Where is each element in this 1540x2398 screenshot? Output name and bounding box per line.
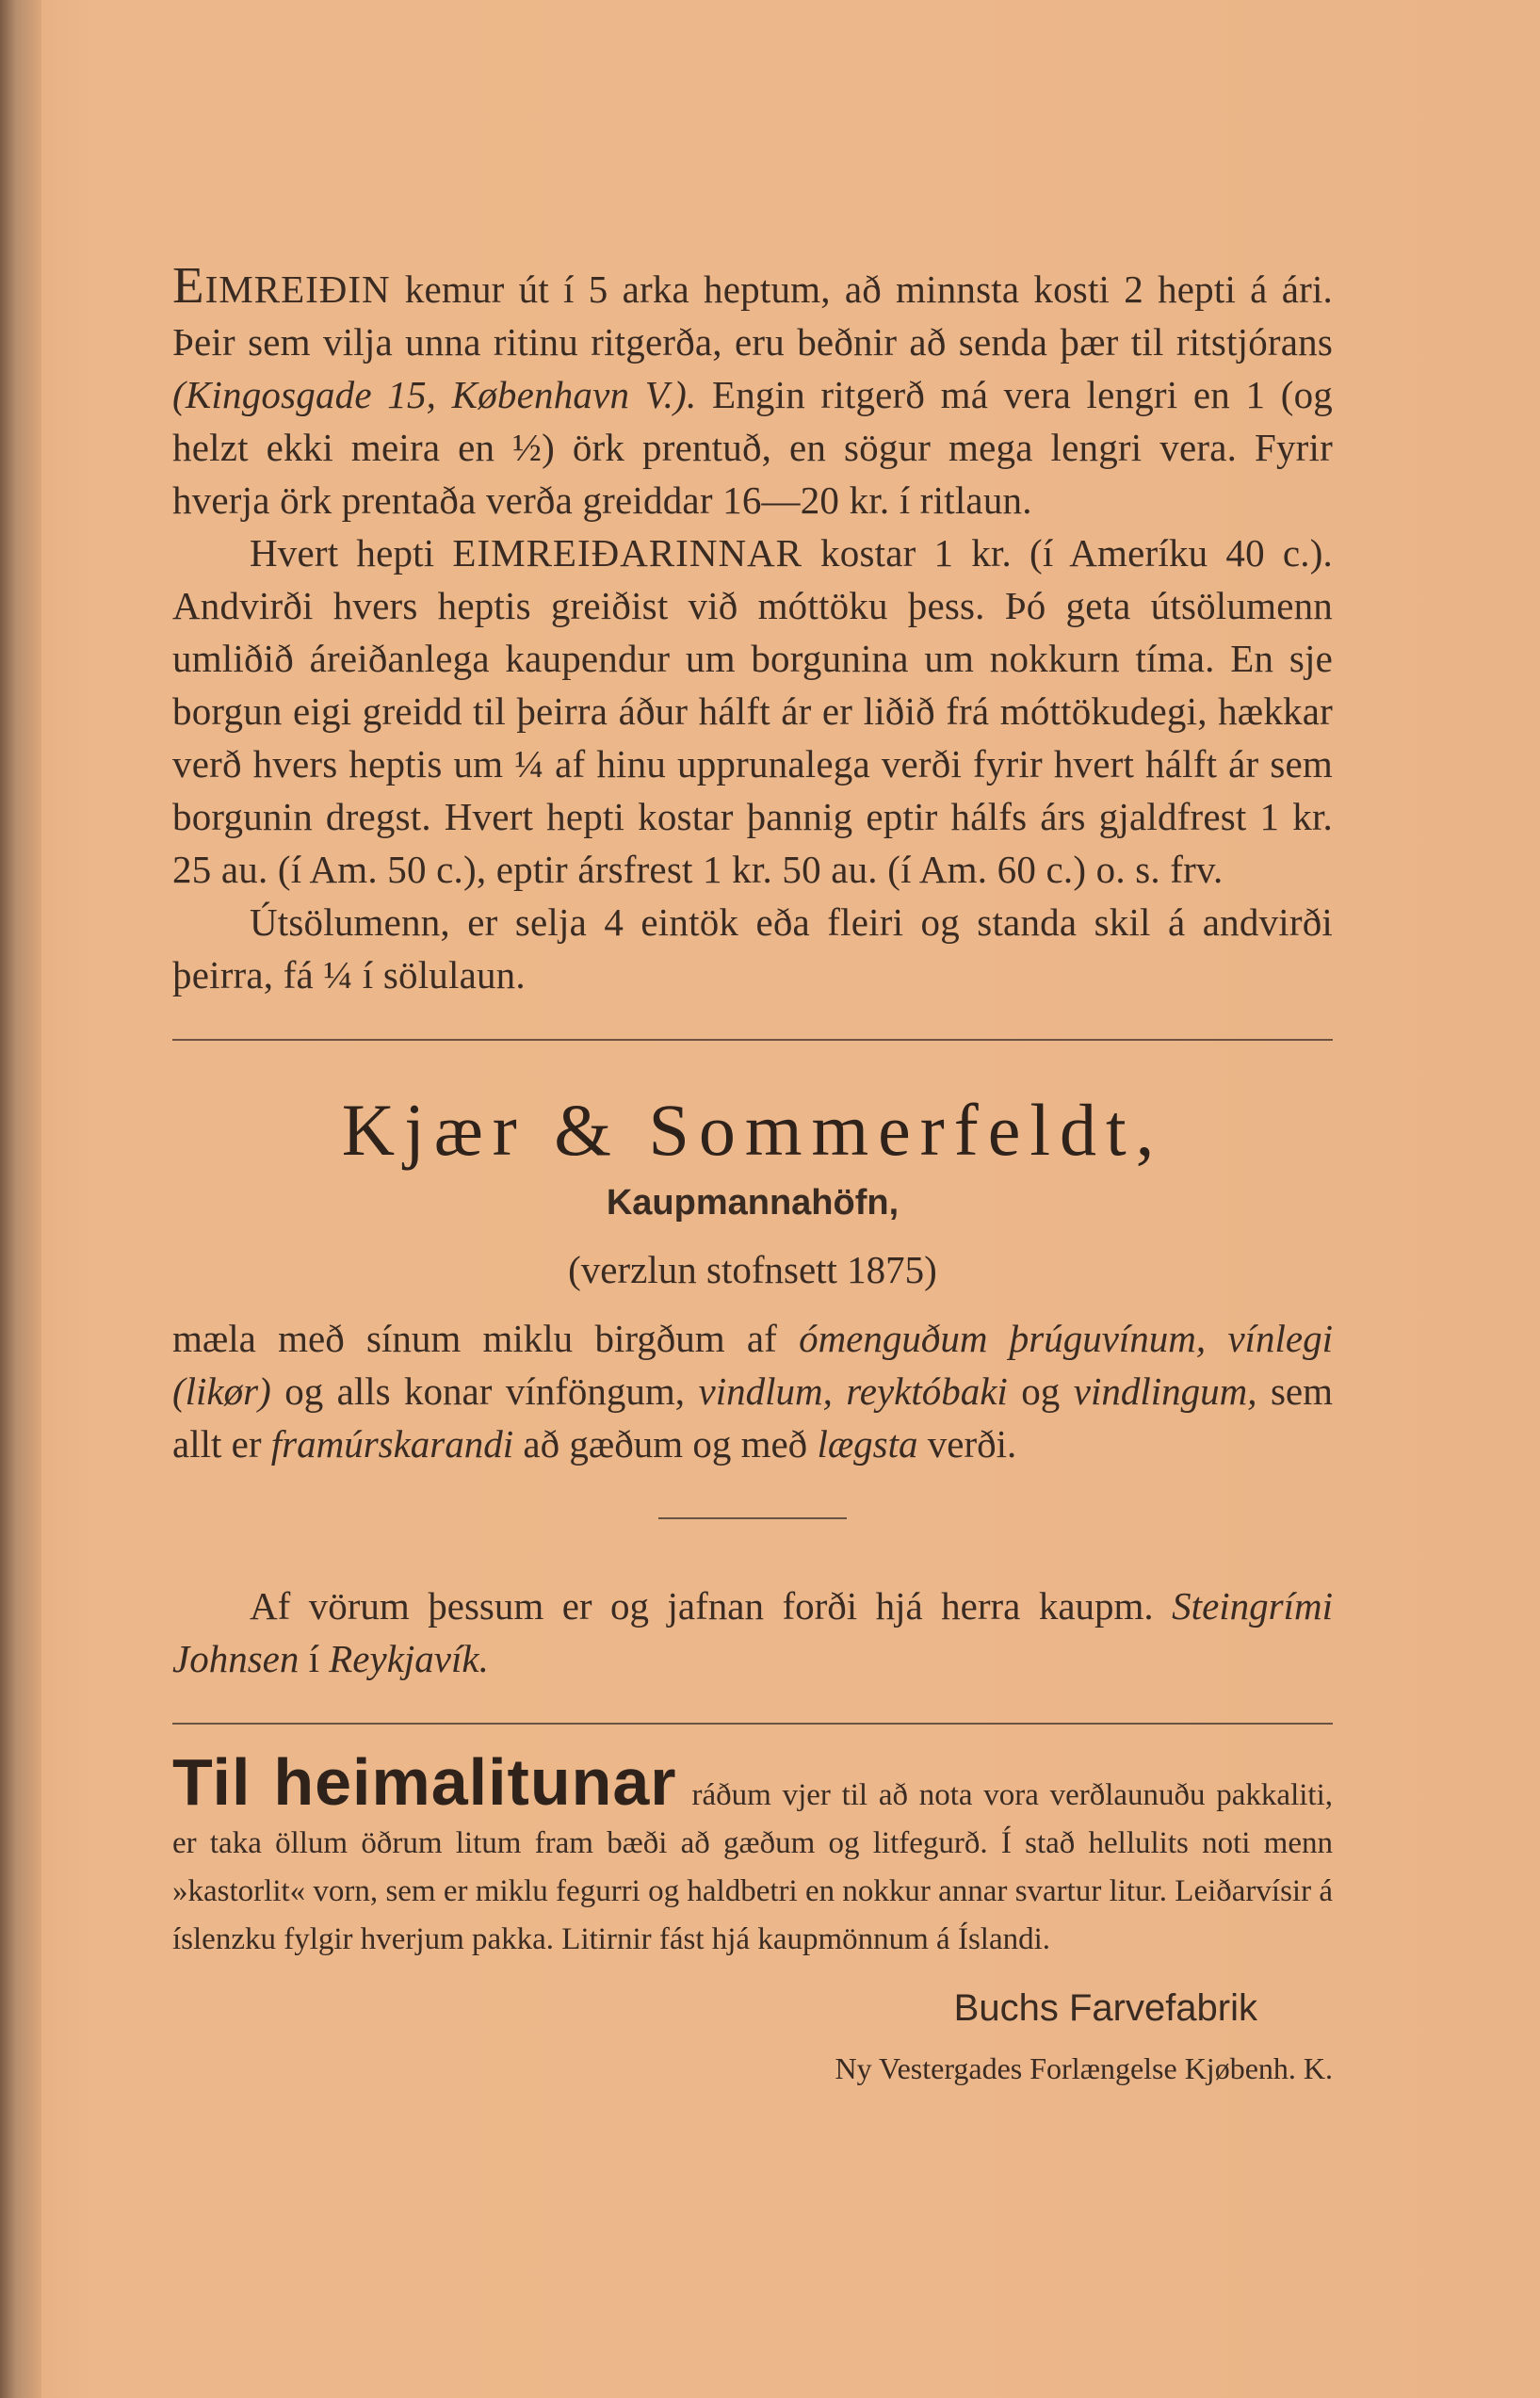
page-content [172, 256, 1334, 2091]
intro-paragraph-3 [172, 896, 1333, 1001]
dye-address: Ny Vestergades Forlængelse Kjøbenh. K. [835, 2051, 1333, 2085]
book-spine-edge [0, 0, 41, 2398]
dye-heading: Til heimalitunar [172, 1745, 677, 1819]
brand-body-text [172, 1312, 1333, 1470]
intro-text-b: Engin ritgerð má vera lengri en 1 (og helzt ekki meira en ½) örk prentuð, en sögur mega lengri vera. Fyrir hverja örk prentaða verða greiddar 16—20 kr. í ritlaun. [172, 373, 1333, 522]
dye-text: ráðum vjer til að nota vora verðlaunuðu pakkaliti, er taka öllum öðrum litum fram bæði að gæðum og litfegurð. Í stað hellulits noti menn »kastorlit« vorn, sem er miklu fegurri og haldbetri en nokkur annar svartur litur. Leiðarvísir á íslenzku fylgir hverjum pakka. Litirnir fást hjá kaupmönnum á Íslandi. [172, 1778, 1333, 1956]
brand-text-2: ómenguðum þrúguvínum, vínlegi (likør) [172, 1317, 1334, 1413]
agent-city: Reykjavík. [329, 1637, 489, 1680]
agent-text-a: Af vörum þessum er og jafnan forði hjá herra kaupm. [250, 1584, 1173, 1628]
brand-text-4: vindlum, reyktóbaki [698, 1369, 1008, 1413]
brand-text-9: að gæðum og með [513, 1422, 818, 1466]
intro-paragraph-1 [172, 256, 1333, 527]
title-initial: E [172, 256, 205, 314]
editor-address: (Kingosgade 15, København V.). [172, 373, 697, 416]
intro-section [172, 256, 1333, 1001]
short-divider-rule [658, 1517, 847, 1519]
wine-advertisement [172, 1088, 1333, 1685]
dye-paragraph [172, 1745, 1333, 1963]
dye-advertisement [172, 1745, 1333, 2091]
price-text-a: Hvert hepti [250, 531, 453, 575]
brand-text-3: og alls konar vínföngum, [270, 1369, 699, 1413]
brand-established: (verzlun stofnsett 1875) [568, 1248, 937, 1291]
agent-paragraph [172, 1580, 1333, 1685]
brand-text-11: verði. [917, 1422, 1017, 1466]
brand-city: Kaupmannahöfn, [606, 1183, 900, 1223]
brand-text-6: vindlingum, [1073, 1369, 1257, 1413]
dye-company: Buchs Farvefabrik [953, 1987, 1257, 2029]
intro-text-a: kemur út í 5 arka heptum, að minnsta kosti 2 hepti á ári. Þeir sem vilja unna ritinu ritgerða, eru beðnir að senda þær til ritstjórans [172, 267, 1333, 364]
brand-name: Kjær & Sommerfeldt, [341, 1089, 1164, 1171]
brand-text-5: og [1007, 1369, 1074, 1413]
intro-paragraph-2 [172, 527, 1333, 896]
divider-rule [172, 1039, 1333, 1041]
price-text-b: kostar 1 kr. (í Ameríku 40 c.). Andvirði hvers heptis greiðist við móttöku þess. Þó geta útsölumenn umliðið áreiðanlega kaupendur um borgunina um nokkurn tíma. En sje borgun eigi greidd til þeirra áður hálft ár er liðið frá móttökudegi, hækkar verð hvers heptis um ¼ af hinu upprunalega verði fyrir hvert hálft ár sem borgunin dregst. Hvert hepti kostar þannig eptir hálfs árs gjaldfrest 1 kr. 25 au. (í Am. 50 c.), eptir ársfrest 1 kr. 50 au. (í Am. 60 c.) o. s. frv. [172, 531, 1333, 891]
agent-text-b: í [299, 1637, 330, 1680]
brand-text-1: mæla með sínum miklu birgðum af [172, 1317, 800, 1360]
agent-name: Steingrími Johnsen [172, 1584, 1333, 1680]
brand-text-10: lægsta [817, 1422, 918, 1466]
brand-text-7: sem allt er [172, 1369, 1333, 1466]
journal-title: IMREIÐIN [204, 267, 391, 311]
brand-text-8: framúrskarandi [270, 1422, 514, 1466]
seller-text: Útsölumenn, er selja 4 eintök eða fleiri og standa skil á andvirði þeirra, fá ¼ í sölulaun. [172, 900, 1333, 996]
divider-rule-2 [172, 1723, 1333, 1725]
journal-name: EIMREIÐARINNAR [452, 531, 803, 575]
